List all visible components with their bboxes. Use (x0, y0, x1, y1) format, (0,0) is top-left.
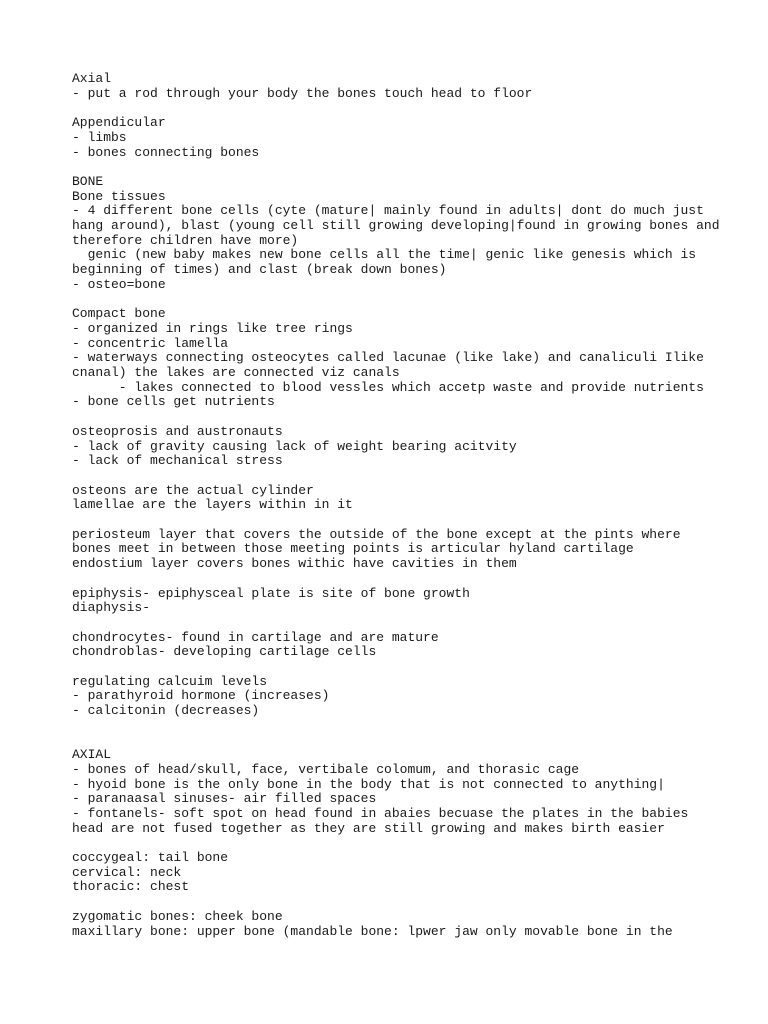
text-line (72, 733, 712, 748)
text-line: BONE (72, 173, 104, 189)
text-line: AXIAL (72, 747, 112, 763)
text-line: diaphysis- (72, 600, 151, 616)
text-line: periosteum layer that covers the outside of the bone except at the pints where (72, 526, 681, 542)
text-line: - bone cells get nutrients (72, 394, 275, 410)
text-line: - hyoid bone is the only bone in the body that is not connected to anything| (72, 776, 665, 792)
text-line (72, 293, 712, 308)
text-line: - parathyroid hormone (increases) (72, 688, 330, 704)
text-line: therefore children have more) (72, 232, 299, 248)
text-line (72, 836, 712, 851)
text-line (72, 719, 712, 734)
document-page (72, 71, 720, 939)
text-line: beginning of times) and clast (break down bones) (72, 262, 447, 278)
text-line (72, 513, 712, 528)
text-line: chondrocytes- found in cartilage and are mature (72, 629, 439, 645)
text-line: cnanal) the lakes are connected viz canals (72, 365, 400, 381)
text-line: Axial (72, 71, 112, 86)
text-line (72, 895, 712, 910)
text-line: - limbs (72, 129, 127, 145)
text-line: osteons are the actual cylinder (72, 482, 314, 498)
text-line: - fontanels- soft spot on head found in abaies becuase the plates in the babies (72, 805, 689, 821)
text-line (72, 101, 712, 116)
text-line: thoracic: chest (72, 879, 190, 895)
text-line: osteoprosis and austronauts (72, 423, 283, 439)
text-line: - put a rod through your body the bones touch head to floor (72, 85, 533, 101)
text-line: coccygeal: tail bone (72, 850, 229, 866)
text-line (72, 660, 712, 675)
text-line: genic (new baby makes new bone cells all the time| genic like genesis which is (72, 247, 697, 263)
text-line (72, 160, 712, 175)
text-line (72, 616, 712, 631)
text-line: lamellae are the layers within in it (72, 497, 353, 513)
text-line: - bones of head/skull, face, vertibale colomum, and thorasic cage (72, 761, 580, 777)
text-line (72, 572, 712, 587)
text-line: zygomatic bones: cheek bone (72, 908, 283, 924)
text-line: - calcitonin (decreases) (72, 703, 260, 719)
text-line: Compact bone (72, 306, 166, 322)
text-line: - lakes connected to blood vessles which accetp waste and provide nutrients (72, 379, 704, 395)
text-line: - lack of gravity causing lack of weight bearing acitvity (72, 438, 517, 454)
text-line: Bone tissues (72, 188, 166, 204)
text-line: endostium layer covers bones withic have cavities in them (72, 556, 517, 572)
text-line: - lack of mechanical stress (72, 453, 283, 469)
text-line: - concentric lamella (72, 335, 229, 351)
text-line (72, 410, 712, 425)
text-line: bones meet in between those meeting points is articular hyland cartilage (72, 541, 634, 557)
text-line: hang around), blast (young cell still growing developing|found in growing bones and (72, 218, 720, 233)
text-line: - organized in rings like tree rings (72, 320, 353, 336)
text-line: maxillary bone: upper bone (mandable bone: lpwer jaw only movable bone in the (72, 923, 673, 939)
text-line: epiphysis- epiphysceal plate is site of bone growth (72, 585, 470, 601)
text-line: - osteo=bone (72, 276, 166, 292)
text-line (72, 469, 712, 484)
text-line: Appendicular (72, 115, 166, 131)
text-line: - paranaasal sinuses- air filled spaces (72, 791, 377, 807)
text-line: regulating calcuim levels (72, 673, 268, 689)
text-line: cervical: neck (72, 864, 182, 880)
text-line: head are not fused together as they are still growing and makes birth easier (72, 820, 665, 836)
text-line: - 4 different bone cells (cyte (mature| mainly found in adults| dont do much just (72, 203, 704, 219)
text-line: - bones connecting bones (72, 144, 260, 160)
text-line: - waterways connecting osteocytes called lacunae (like lake) and canaliculi Ilike (72, 350, 704, 366)
text-line: chondroblas- developing cartilage cells (72, 644, 377, 660)
